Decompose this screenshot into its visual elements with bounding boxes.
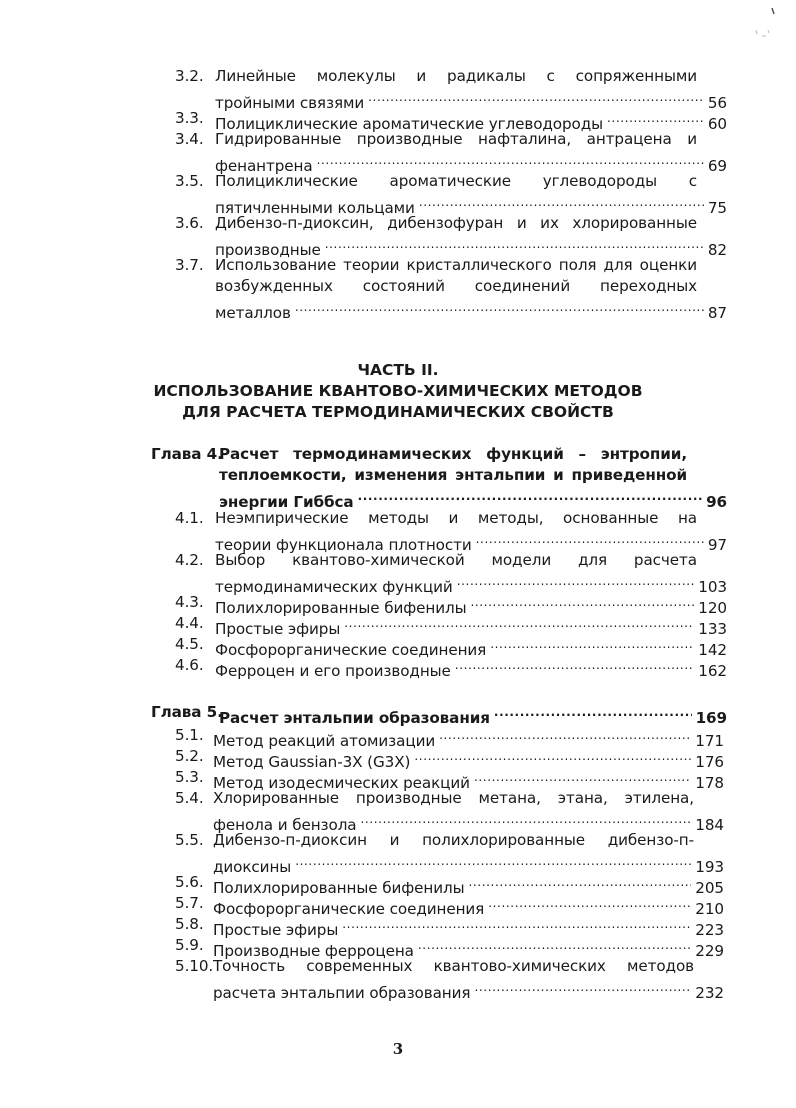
entry-number: 3.7.: [175, 256, 204, 274]
dot-leader: [344, 613, 694, 634]
entry-title: Фосфорорганические соединения: [213, 900, 485, 918]
toc-entry-5-10[interactable]: [175, 956, 724, 1002]
page-ref: 232: [695, 984, 724, 1002]
entry-number: 4.4.: [175, 614, 204, 632]
entry-number: 5.9.: [175, 936, 204, 954]
toc-entry-4-2[interactable]: [175, 550, 727, 596]
page-ref: 205: [695, 879, 724, 897]
entry-number: 5.3.: [175, 768, 204, 786]
part-title-line-2: ДЛЯ РАСЧЕТА ТЕРМОДИНАМИЧЕСКИХ СВОЙСТВ: [182, 403, 614, 421]
chapter-4-heading[interactable]: [151, 444, 727, 511]
toc-entry-4-4[interactable]: [175, 613, 727, 638]
part-label: ЧАСТЬ II.: [357, 361, 439, 379]
page-ref: 210: [695, 900, 724, 918]
entry-number: 4.6.: [175, 656, 204, 674]
toc-entry-5-4[interactable]: [175, 788, 724, 834]
toc-entry-3-3[interactable]: [175, 108, 727, 133]
entry-number: Глава 4.: [151, 445, 223, 463]
entry-number: 5.4.: [175, 789, 204, 807]
entry-title: фенола и бензола: [213, 816, 357, 834]
dot-leader: [414, 746, 691, 767]
dot-leader: [368, 87, 704, 108]
entry-title-line: возбужденных состояний соединений переходных: [215, 277, 697, 295]
entry-title-line: Неэмпирические методы и методы, основанные на: [215, 509, 697, 527]
scan-mark-icon: [748, 6, 778, 40]
dot-leader: [358, 486, 703, 507]
entry-title: пятичленными кольцами: [215, 199, 415, 217]
page-ref: 56: [707, 94, 727, 112]
page-ref: 223: [695, 921, 724, 939]
toc-entry-3-7[interactable]: [175, 255, 727, 322]
entry-title: тройными связями: [215, 94, 365, 112]
entry-title: Полициклические ароматические углеводороды: [215, 115, 604, 133]
page-ref: 82: [707, 241, 727, 259]
toc-entry-5-6[interactable]: [175, 872, 724, 897]
entry-title: Метод Gaussian-3X (G3X): [213, 753, 411, 771]
entry-title-line: Использование теории кристаллического поля для оценки: [215, 256, 697, 274]
toc-entry-5-2[interactable]: [175, 746, 724, 771]
toc-entry-4-6[interactable]: [175, 655, 727, 680]
dot-leader: [317, 150, 704, 171]
entry-title: энергии Гиббса: [219, 493, 354, 511]
entry-title: производные: [215, 241, 321, 259]
page-ref: 69: [707, 157, 727, 175]
entry-title: Метод реакций атомизации: [213, 732, 436, 750]
entry-title: Полихлорированные бифенилы: [215, 599, 467, 617]
dot-leader: [342, 914, 691, 935]
entry-title-line: Выбор квантово-химической модели для расчета: [215, 551, 697, 569]
toc-entry-4-3[interactable]: [175, 592, 727, 617]
entry-number: 4.2.: [175, 551, 204, 569]
entry-title: Производные ферроцена: [213, 942, 414, 960]
entry-number: 4.1.: [175, 509, 204, 527]
entry-title: Расчет энтальпии образования: [219, 709, 490, 727]
page-ref: 142: [698, 641, 727, 659]
dot-leader: [488, 893, 691, 914]
entry-title-line: Расчет термодинамических функций – энтропии,: [219, 445, 687, 463]
dot-leader: [468, 872, 691, 893]
page-ref: 178: [695, 774, 724, 792]
entry-title: фенантрена: [215, 157, 313, 175]
entry-title-line: Гидрированные производные нафталина, антрацена и: [215, 130, 697, 148]
toc-entry-5-1[interactable]: [175, 725, 724, 750]
toc-entry-5-3[interactable]: [175, 767, 724, 792]
toc-entry-3-4[interactable]: [175, 129, 727, 175]
dot-leader: [457, 571, 695, 592]
entry-title: Простые эфиры: [215, 620, 341, 638]
entry-title: теории функционала плотности: [215, 536, 472, 554]
entry-title-line: Дибензо-п-диоксин и полихлорированные дибензо-п-: [213, 831, 694, 849]
entry-number: 3.2.: [175, 67, 204, 85]
toc-entry-5-8[interactable]: [175, 914, 724, 939]
entry-number: 3.5.: [175, 172, 204, 190]
entry-title-line: Хлорированные производные метана, этана, этилена,: [213, 789, 694, 807]
entry-title: термодинамических функций: [215, 578, 453, 596]
entry-title: Ферроцен и его производные: [215, 662, 451, 680]
dot-leader: [455, 655, 695, 676]
dot-leader: [490, 634, 694, 655]
dot-leader: [361, 809, 692, 830]
dot-leader: [474, 977, 691, 998]
entry-title: металлов: [215, 304, 291, 322]
toc-entry-3-2[interactable]: [175, 66, 727, 112]
toc-entry-3-6[interactable]: [175, 213, 727, 259]
entry-number: 5.6.: [175, 873, 204, 891]
page-ref: 60: [707, 115, 727, 133]
entry-title: диоксины: [213, 858, 292, 876]
toc-entry-4-1[interactable]: [175, 508, 727, 554]
toc-entry-3-5[interactable]: [175, 171, 727, 217]
entry-title: Фосфорорганические соединения: [215, 641, 487, 659]
entry-number: Глава 5.: [151, 703, 223, 721]
entry-number: 3.6.: [175, 214, 204, 232]
chapter-5-heading[interactable]: [151, 702, 727, 727]
page-ref: 97: [707, 536, 727, 554]
dot-leader: [474, 767, 691, 788]
entry-number: 4.5.: [175, 635, 204, 653]
dot-leader: [419, 192, 704, 213]
entry-title: Полихлорированные бифенилы: [213, 879, 465, 897]
entry-number: 5.1.: [175, 726, 204, 744]
entry-title-line: Точность современных квантово-химических методов: [213, 957, 694, 975]
dot-leader: [476, 529, 704, 550]
toc-entry-5-9[interactable]: [175, 935, 724, 960]
page-ref: 184: [695, 816, 724, 834]
page-ref: 169: [695, 709, 727, 727]
entry-title: расчета энтальпии образования: [213, 984, 471, 1002]
page-ref: 103: [698, 578, 727, 596]
dot-leader: [295, 851, 691, 872]
entry-number: 4.3.: [175, 593, 204, 611]
dot-leader: [325, 234, 704, 255]
entry-number: 3.3.: [175, 109, 204, 127]
page-ref: 193: [695, 858, 724, 876]
entry-number: 5.2.: [175, 747, 204, 765]
entry-number: 5.5.: [175, 831, 204, 849]
part-title-line-1: ИСПОЛЬЗОВАНИЕ КВАНТОВО-ХИМИЧЕСКИХ МЕТОДОВ: [153, 382, 643, 400]
entry-number: 5.7.: [175, 894, 204, 912]
page-ref: 120: [698, 599, 727, 617]
entry-number: 5.8.: [175, 915, 204, 933]
toc-entry-4-5[interactable]: [175, 634, 727, 659]
entry-number: 5.10.: [175, 957, 214, 975]
page-ref: 96: [706, 493, 727, 511]
entry-title: Простые эфиры: [213, 921, 339, 939]
page-number: 3: [392, 1040, 404, 1058]
dot-leader: [439, 725, 691, 746]
dot-leader: [470, 592, 694, 613]
page-ref: 176: [695, 753, 724, 771]
page-ref: 133: [698, 620, 727, 638]
page-ref: 75: [707, 199, 727, 217]
dot-leader: [418, 935, 691, 956]
dot-leader: [494, 702, 692, 723]
page-ref: 171: [695, 732, 724, 750]
toc-entry-5-7[interactable]: [175, 893, 724, 918]
entry-title-line: Дибензо-п-диоксин, дибензофуран и их хлорированные: [215, 214, 697, 232]
toc-entry-5-5[interactable]: [175, 830, 724, 876]
entry-number: 3.4.: [175, 130, 204, 148]
page-ref: 87: [707, 304, 727, 322]
page-ref: 229: [695, 942, 724, 960]
entry-title-line: Линейные молекулы и радикалы с сопряженными: [215, 67, 697, 85]
entry-title: Метод изодесмических реакций: [213, 774, 470, 792]
page-ref: 162: [698, 662, 727, 680]
entry-title-line: Полициклические ароматические углеводороды с: [215, 172, 697, 190]
dot-leader: [295, 297, 704, 318]
entry-title-line: теплоемкости, изменения энтальпии и приведенной: [219, 466, 687, 484]
dot-leader: [607, 108, 704, 129]
